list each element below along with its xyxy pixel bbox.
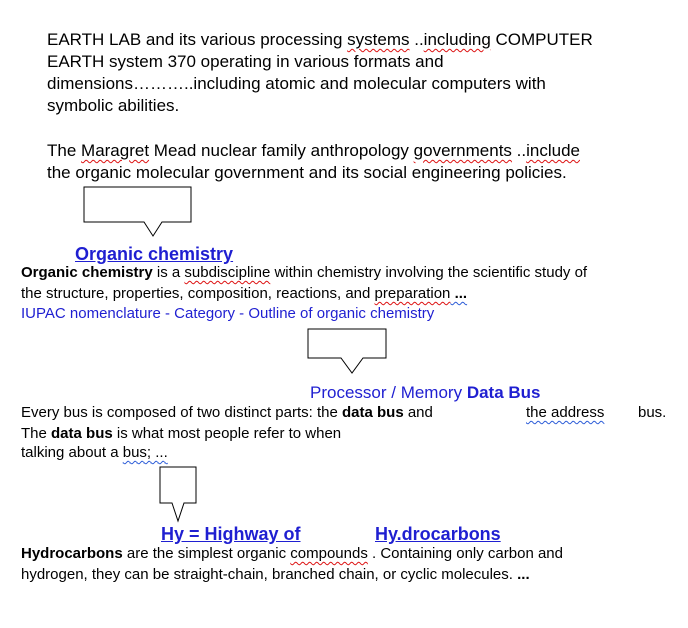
- data-bus-heading-b: Data Bus: [466, 383, 541, 402]
- mead-text: The: [47, 141, 82, 160]
- organic-chemistry-heading[interactable]: Organic chemistry: [75, 244, 234, 264]
- organic-text: is a: [152, 264, 185, 281]
- bus-text-3: is what most people refer to when: [112, 425, 342, 442]
- hydrocarbons-heading[interactable]: Hy.drocarbons: [375, 524, 501, 544]
- intro-line-3: dimensions………..including atomic and molecular computers with: [47, 74, 546, 93]
- mead-include: include: [526, 141, 580, 160]
- hydro-compounds: compounds: [290, 545, 368, 562]
- bus-more-link[interactable]: bus; ...: [122, 444, 168, 461]
- category-link[interactable]: Category: [174, 305, 236, 322]
- intro-systems: systems: [347, 30, 410, 49]
- mead-text-2: Mead nuclear family anthropology: [149, 141, 414, 160]
- mead-line-2: the organic molecular government and its social engineering policies.: [47, 163, 567, 182]
- iupac-nomenclature-link[interactable]: IUPAC nomenclature: [21, 305, 161, 322]
- intro-line-4: symbolic abilities.: [47, 96, 180, 115]
- bus-data-bus-term: data bus: [341, 404, 404, 421]
- hydro-line-1: [21, 544, 563, 564]
- bus-data-bus-term-2: data bus: [51, 425, 113, 442]
- intro-dots: ..: [409, 30, 424, 49]
- bus-text-2: The: [21, 425, 52, 442]
- organic-preparation: preparation: [374, 285, 451, 302]
- hydro-text-2: . Containing only carbon and: [367, 545, 563, 562]
- hydro-more-link[interactable]: ...: [517, 566, 530, 583]
- outline-organic-chemistry-link[interactable]: Outline of organic chemistry: [248, 305, 435, 322]
- organic-more-link[interactable]: ...: [450, 285, 468, 302]
- hydro-text-3: hydrogen, they can be straight-chain, branched chain, or cyclic molecules.: [21, 566, 518, 583]
- organic-subdiscipline: subdiscipline: [184, 264, 271, 281]
- mead-governments: governments: [413, 141, 512, 160]
- intro-text: EARTH LAB and its various processing: [47, 30, 348, 49]
- data-bus-heading-a: Processor / Memory: [310, 383, 467, 402]
- bus-text: Every bus is composed of two distinct parts: the: [21, 404, 342, 421]
- intro-computer: COMPUTER: [490, 30, 593, 49]
- highway-heading[interactable]: Hy = Highway of: [161, 524, 301, 544]
- bus-address: the address: [526, 404, 605, 421]
- organic-text-2: within chemistry involving the scientific study of: [270, 264, 588, 281]
- mead-dots: ..: [511, 141, 527, 160]
- intro-including: including: [423, 30, 491, 49]
- bus-text-4: talking about a: [21, 444, 123, 461]
- link-separator: -: [235, 305, 249, 322]
- organic-text-3: the structure, properties, composition, reactions, and: [21, 285, 375, 302]
- bus-and: and: [403, 404, 433, 421]
- intro-line-2: EARTH system 370 operating in various formats and: [47, 52, 444, 71]
- bus-word: bus.: [638, 404, 667, 421]
- link-separator: -: [160, 305, 175, 322]
- hydro-text: are the simplest organic: [122, 545, 291, 562]
- hydro-line-2: [21, 565, 530, 585]
- hydro-term: Hydrocarbons: [21, 545, 123, 562]
- organic-term: Organic chemistry: [21, 264, 153, 281]
- mead-maragret: Maragret: [81, 141, 150, 160]
